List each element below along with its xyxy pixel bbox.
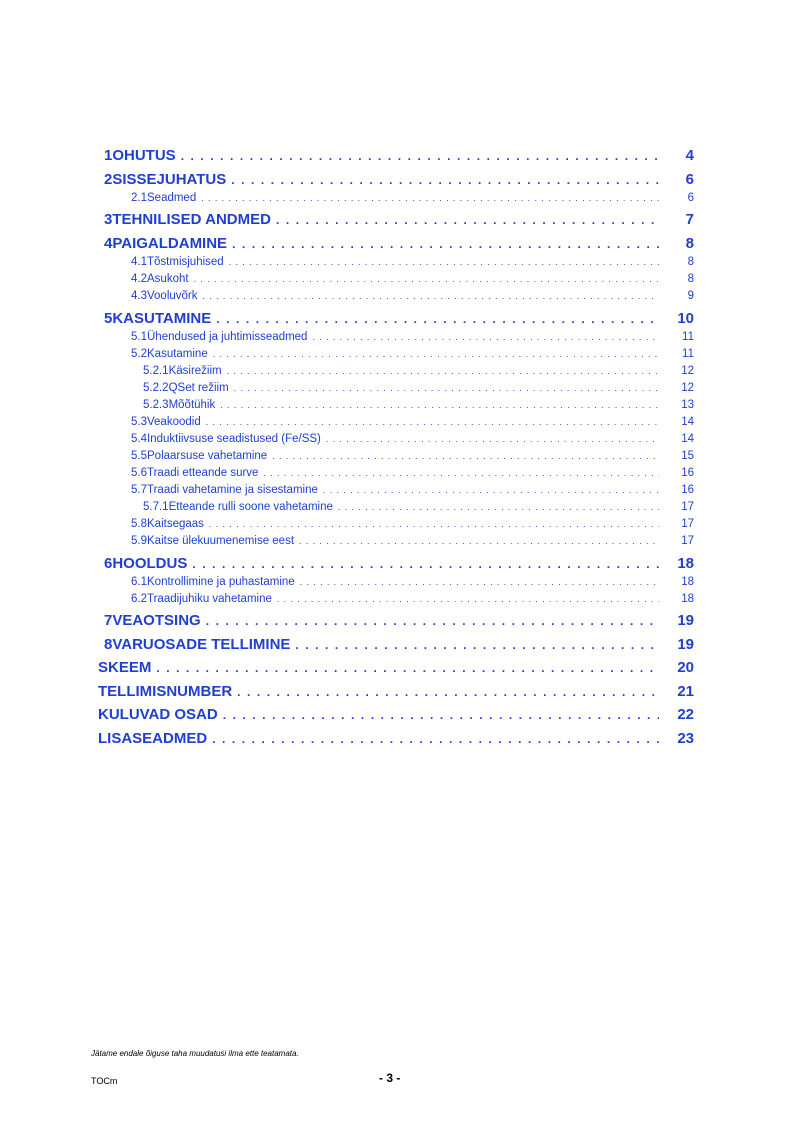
leader-dots [216,310,659,327]
toc-entry-uhendused[interactable] [131,331,694,348]
toc-number: 5.1 [131,331,147,343]
leader-dots [206,416,659,428]
toc-entry-sissejuhatus[interactable] [104,171,694,193]
toc-entry-lisaseadmed[interactable] [98,730,694,752]
leader-dots [194,273,659,285]
leader-dots [312,331,659,343]
toc-page: 14 [681,433,694,445]
toc-page: 13 [681,399,694,411]
toc-page: 7 [685,211,694,228]
toc-number: 5.7.1 [143,501,169,513]
toc-title: Tõstmisjuhised [147,256,224,268]
toc-page: 4 [685,147,694,164]
toc-page: 21 [677,683,694,700]
leader-dots [232,235,659,252]
leader-dots [300,576,659,588]
toc-title: KASUTAMINE [112,310,212,327]
toc-number: 5.5 [131,450,147,462]
leader-dots [223,706,659,723]
toc-title: Asukoht [147,273,189,285]
toc-title: Etteande rulli soone vahetamine [168,501,333,513]
toc-title: PAIGALDAMINE [112,235,228,252]
toc-number: 6 [104,555,113,572]
toc-title: SKEEM [98,659,152,676]
toc-title: TELLIMISNUMBER [98,683,233,700]
leader-dots [220,399,659,411]
page-number: - 3 - [379,1071,401,1085]
leader-dots [276,211,659,228]
toc-entry-rulli-soone[interactable] [143,501,694,518]
toc-number: 6.1 [131,576,147,588]
toc-number: 5.9 [131,535,147,547]
toc-entry-kasireziim[interactable] [143,365,694,382]
toc-number: 4 [104,235,113,252]
toc-page: 12 [681,382,694,394]
toc-entry-skeem[interactable] [98,659,694,681]
leader-dots [295,636,659,653]
toc-entry-veaotsing[interactable] [104,612,694,634]
leader-dots [338,501,659,513]
toc-title: Traadijuhiku vahetamine [147,593,272,605]
leader-dots [234,382,659,394]
leader-dots [277,593,659,605]
toc-number: 3 [104,211,113,228]
toc-entry-seadmed[interactable] [131,192,694,209]
toc-page: 14 [681,416,694,428]
toc-entry-asukoht[interactable] [131,273,694,290]
toc-entry-varuosade-tellimine[interactable] [104,636,694,658]
toc-page: 22 [677,706,694,723]
toc-entry-kontrollimine[interactable] [131,576,694,593]
toc-page: 19 [677,636,694,653]
toc-entry-kaitsegaas[interactable] [131,518,694,535]
leader-dots [192,555,659,572]
toc-number: 4.2 [131,273,147,285]
toc-title: KULUVAD OSAD [98,706,218,723]
toc-entry-paigaldamine[interactable] [104,235,694,257]
toc-title: QSet režiim [168,382,229,394]
toc-entry-ohutus[interactable] [104,147,694,169]
toc-title: HOOLDUS [112,555,188,572]
toc-page: 23 [677,730,694,747]
toc-number: 5.4 [131,433,147,445]
leader-dots [181,147,659,164]
toc-number: 5.7 [131,484,147,496]
toc-entry-veakoodid[interactable] [131,416,694,433]
toc-entry-etteande-surve[interactable] [131,467,694,484]
toc-title: SISSEJUHATUS [112,171,227,188]
toc-number: 2.1 [131,192,147,204]
toc-title: Polaarsuse vahetamine [147,450,268,462]
leader-dots [206,612,659,629]
toc-entry-traadijuhik[interactable] [131,593,694,610]
toc-entry-polaarsus[interactable] [131,450,694,467]
toc-page: 10 [677,310,694,327]
toc-page: 6 [685,171,694,188]
toc-page: 17 [681,501,694,513]
toc-title: Seadmed [147,192,197,204]
leader-dots [326,433,659,445]
leader-dots [212,730,659,747]
leader-dots [203,290,659,302]
leader-dots [272,450,659,462]
toc-number: 7 [104,612,113,629]
toc-entry-tellimisnumber[interactable] [98,683,694,705]
toc-entry-tehnilised-andmed[interactable] [104,211,694,233]
leader-dots [299,535,659,547]
leader-dots [263,467,659,479]
toc-entry-induktiivsus[interactable] [131,433,694,450]
toc-title: Traadi vahetamine ja sisestamine [147,484,318,496]
footer-disclaimer: Jätame endale õiguse taha muudatusi ilma ette teatamata. [91,1049,299,1058]
toc-entry-qset-reziim[interactable] [143,382,694,399]
toc-title: Ühendused ja juhtimisseadmed [147,331,308,343]
toc-title: Kaitse ülekuumenemise eest [147,535,295,547]
toc-page: 19 [677,612,694,629]
footer-doc-code: TOCm [91,1076,118,1086]
toc-title: Traadi etteande surve [147,467,259,479]
toc-page: 16 [681,484,694,496]
toc-entry-hooldus[interactable] [104,555,694,577]
toc-title: TEHNILISED ANDMED [112,211,271,228]
toc-entry-kasutamine[interactable] [104,310,694,332]
toc-page: 18 [681,576,694,588]
toc-number: 5.2.1 [143,365,169,377]
toc-title: Vooluvõrk [147,290,198,302]
toc-page: 8 [687,256,694,268]
toc-number: 1 [104,147,113,164]
toc-page: 8 [687,273,694,285]
toc-number: 5.2 [131,348,147,360]
toc-entry-kuluvad-osad[interactable] [98,706,694,728]
leader-dots [229,256,659,268]
toc-number: 2 [104,171,113,188]
leader-dots [213,348,659,360]
toc-page: 18 [681,593,694,605]
toc-number: 5.3 [131,416,147,428]
toc-page: 11 [682,331,694,343]
toc-entry-mootuhik[interactable] [143,399,694,416]
toc-number: 8 [104,636,113,653]
toc-number: 4.3 [131,290,147,302]
toc-title: Veakoodid [147,416,201,428]
leader-dots [237,683,659,700]
toc-page: 11 [682,348,694,360]
toc-number: 6.2 [131,593,147,605]
toc-page: 17 [681,518,694,530]
toc-number: 5.2.3 [143,399,169,411]
toc-entry-ulekuumenemine[interactable] [131,535,694,552]
toc-title: Mõõtühik [168,399,216,411]
toc-title: Käsirežiim [168,365,222,377]
toc-title: Kaitsegaas [147,518,204,530]
leader-dots [231,171,659,188]
leader-dots [201,192,659,204]
leader-dots [209,518,659,530]
toc-number: 5.6 [131,467,147,479]
toc-entry-tostmisjuhised[interactable] [131,256,694,273]
toc-page: 16 [681,467,694,479]
toc-page: 12 [681,365,694,377]
toc-number: 5.2.2 [143,382,169,394]
toc-page: 6 [687,192,694,204]
leader-dots [227,365,659,377]
toc-number: 4.1 [131,256,147,268]
leader-dots [156,659,659,676]
toc-title: Induktiivsuse seadistused (Fe/SS) [147,433,321,445]
toc-entry-traadi-vahetamine[interactable] [131,484,694,501]
toc-page: 8 [685,235,694,252]
toc-title: LISASEADMED [98,730,208,747]
toc-entry-vooluvork[interactable] [131,290,694,307]
toc-page: 20 [677,659,694,676]
toc-number: 5.8 [131,518,147,530]
leader-dots [323,484,659,496]
toc-title: VEAOTSING [112,612,201,629]
toc-page: 17 [681,535,694,547]
toc-title: VARUOSADE TELLIMINE [112,636,291,653]
toc-number: 5 [104,310,113,327]
toc-title: Kontrollimine ja puhastamine [147,576,295,588]
toc-title: Kasutamine [147,348,208,360]
toc-page: 18 [677,555,694,572]
toc-page: 9 [687,290,694,302]
toc-title: OHUTUS [112,147,176,164]
toc-page: 15 [681,450,694,462]
toc-entry-kasutamine-sub[interactable] [131,348,694,365]
